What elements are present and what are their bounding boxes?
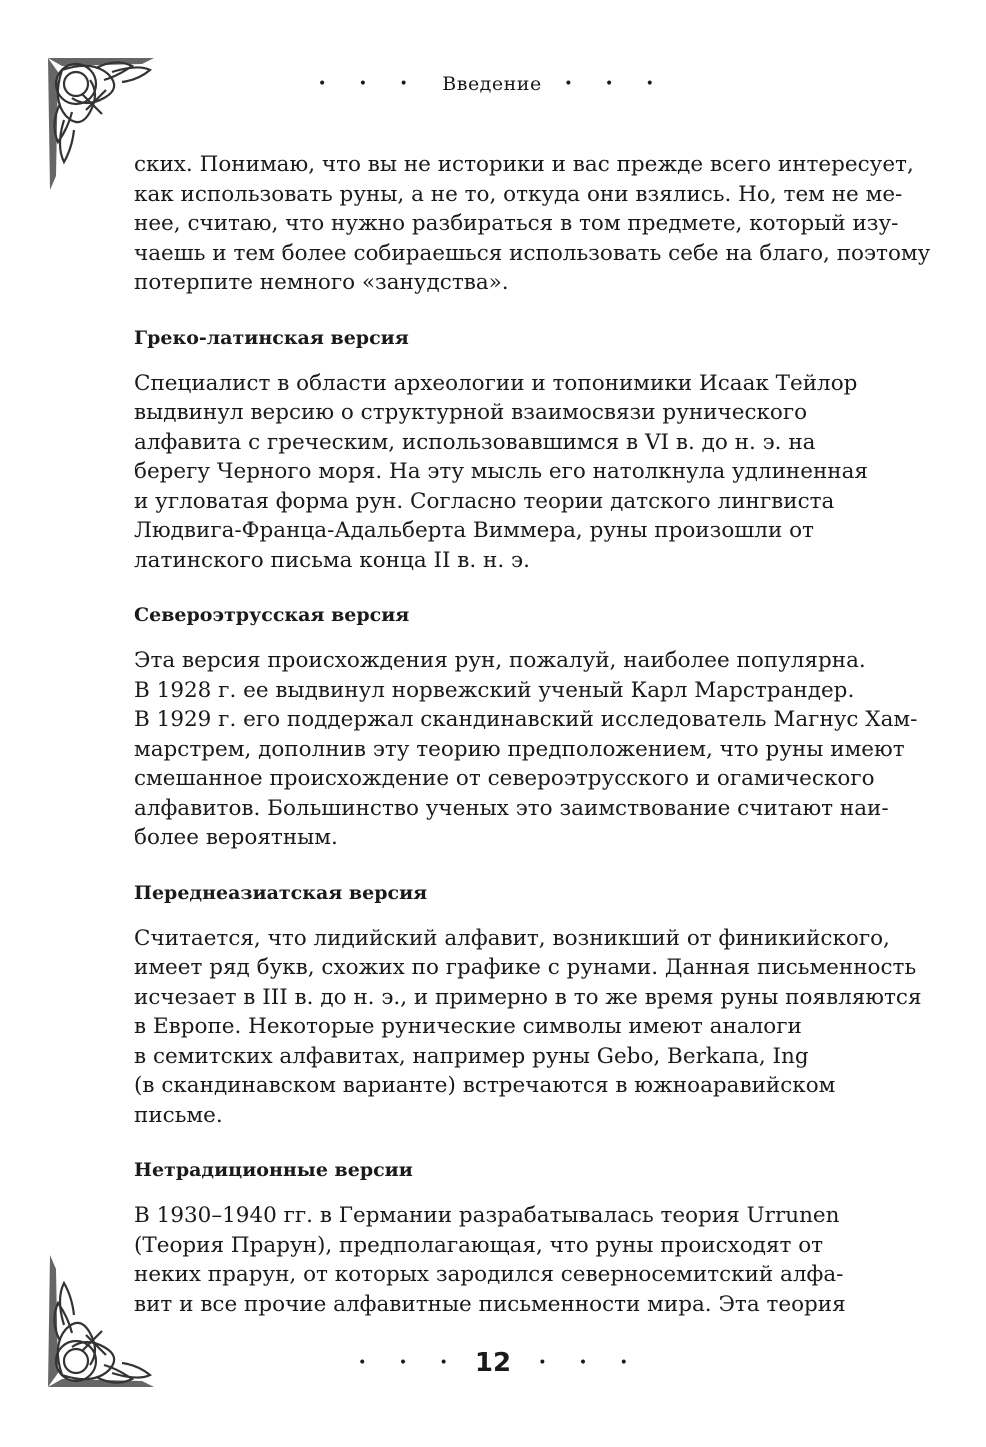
running-head-title: Введение [442,73,542,95]
folio-dots-left: • • • [358,1355,462,1371]
paragraph-nontraditional [134,1201,882,1319]
text-line: (в скандинавском варианте) встречаются в южноаравийском [134,1073,836,1098]
paragraph-north-etruscan [134,646,918,853]
text-line: нее, считаю, что нужно разбираться в том предмете, который изу- [134,211,899,236]
text-line: чаешь и тем более собираешься использовать себе на благо, поэтому [134,240,931,266]
page-body [134,150,931,1319]
text-line: Специалист в области археологии и топонимики Исаак Тейлор [134,370,858,396]
running-head [0,72,986,95]
text-line: исчезает в III в. до н. э., и примерно в то же время руны появляются [134,984,922,1010]
text-line: смешанное происхождение от североэтрусского и огамического [134,766,875,791]
text-line: марстрем, дополнив эту теорию предположением, что руны имеют [134,736,905,762]
text-line: (Теория Прарун), предполагающая, что руны происходят от [134,1232,824,1258]
text-line: Эта версия происхождения рун, пожалуй, наиболее популярна. [134,648,866,673]
text-line: в Европе. Некоторые рунические символы имеют аналоги [134,1014,802,1039]
text-line: В 1928 г. ее выдвинул норвежский ученый Карл Марстрандер. [134,677,855,703]
text-line: вит и все прочие алфавитные письменности мира. Эта теория [134,1291,846,1317]
running-head-dots-left: • • • [318,76,422,92]
text-line: выдвинул версию о структурной взаимосвязи рунического [134,400,808,425]
paragraph-intro [134,150,931,298]
page-number: 12 [474,1348,512,1378]
section-heading-north-etruscan: Североэтрусская версия [134,604,410,626]
text-line: алфавитов. Большинство ученых это заимствование считают наи- [134,795,889,821]
text-line: письме. [134,1102,223,1128]
text-line: алфавита с греческим, использовавшимся в VI в. до н. э. на [134,429,816,455]
text-line: и угловатая форма рун. Согласно теории датского лингвиста [134,488,835,514]
section-heading-greco-latin: Греко-латинская версия [134,326,409,349]
section-heading-near-eastern: Переднеазиатская версия [134,881,428,904]
text-line: Считается, что лидийский алфавит, возникший от финикийского, [134,925,890,951]
page-footer [0,1348,986,1378]
text-line: Людвига-Франца-Адальберта Виммера, руны произошли от [134,518,814,543]
text-line: В 1930–1940 гг. в Германии разрабатывалась теория Urrunen [134,1203,840,1228]
section-heading-nontraditional: Нетрадиционные версии [134,1159,413,1181]
text-line: как использовать руны, а не то, откуда они взялись. Но, тем не ме- [134,181,903,207]
text-line: потерпите немного «занудства». [134,270,509,295]
text-line: берегу Черного моря. На эту мысль его натолкнула удлиненная [134,459,868,484]
folio-dots-right: • • • [538,1355,642,1371]
text-line: имеет ряд букв, схожих по графике с рунами. Данная письменность [134,955,917,980]
text-line: ских. Понимаю, что вы не историки и вас прежде всего интересует, [134,152,914,177]
text-line: латинского письма конца II в. н. э. [134,547,530,573]
running-head-dots-right: • • • [564,76,668,92]
text-line: более вероятным. [134,825,338,850]
paragraph-near-eastern [134,924,922,1131]
text-line: В 1929 г. его поддержал скандинавский исследователь Магнус Хам- [134,707,918,732]
paragraph-greco-latin [134,369,882,576]
text-line: неких прарун, от которых зародился северносемитский алфа- [134,1262,844,1287]
text-line: в семитских алфавитах, например руны Gebo, Berkапа, Ing [134,1043,809,1069]
